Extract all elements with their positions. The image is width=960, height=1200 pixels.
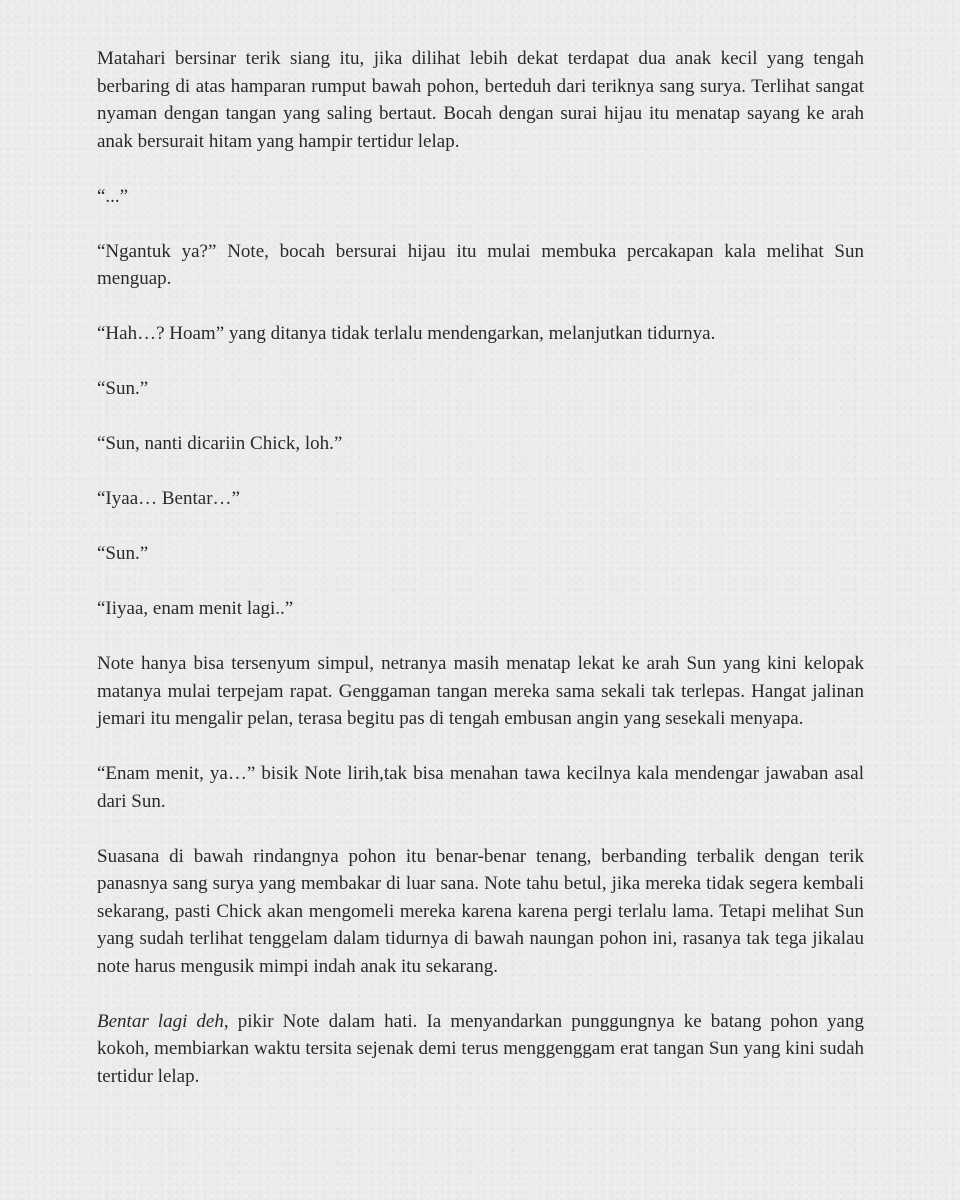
paragraph-sun-dialogue-1: “Sun.” [97, 378, 149, 399]
paragraph-closing [97, 1008, 864, 1091]
story-text-body [97, 45, 864, 1118]
paragraph-opening: Matahari bersinar terik siang itu, jika dilihat lebih dekat terdapat dua anak kecil yang tengah berbaring di atas hamparan rumput bawah pohon, berteduh dari teriknya sang surya. Terlihat sangat nyaman dengan tangan yang saling bertaut. Bocah dengan surai hijau itu menatap sayang ke arah anak bersurait hitam yang hampir tertidur lelap. [97, 48, 864, 152]
paragraph-iyaa-dialogue: “Iyaa… Bentar…” [97, 488, 240, 509]
paragraph-chick-dialogue: “Sun, nanti dicariin Chick, loh.” [97, 433, 343, 454]
paragraph-ngantuk-dialogue: “Ngantuk ya?” Note, bocah bersurai hijau itu mulai membuka percakapan kala melihat Sun menguap. [97, 240, 864, 289]
paragraph-hah-dialogue: “Hah…? Hoam” yang ditanya tidak terlalu mendengarkan, melanjutkan tidurnya. [97, 323, 716, 344]
italic-thought: Bentar lagi deh [97, 1010, 224, 1032]
paragraph-note-smile: Note hanya bisa tersenyum simpul, netranya masih menatap lekat ke arah Sun yang kini kelopak matanya mulai terpejam rapat. Genggaman tangan mereka sama sekali tak terlepas. Hangat jalinan jemari itu mengalir pelan, terasa begitu pas di tengah embusan angin yang sesekali menyapa. [97, 653, 864, 729]
paragraph-shade-calm: Suasana di bawah rindangnya pohon itu benar-benar tenang, berbanding terbalik dengan terik panasnya sang surya yang membakar di luar sana. Note tahu betul, jika mereka tidak segera kembali sekarang, pasti Chick akan mengomeli mereka karena karena pergi terlalu lama. Tetapi melihat Sun yang sudah terlihat tenggelam dalam tidurnya di bawah naungan pohon ini, rasanya tak tega jikalau note harus mengusik mimpi indah anak itu sekarang. [97, 845, 864, 977]
paragraph-sun-dialogue-2: “Sun.” [97, 543, 149, 564]
paragraph-enam-menit-dialogue: “Iiyaa, enam menit lagi..” [97, 598, 294, 619]
paragraph-ellipsis-dialogue: “...” [97, 185, 129, 207]
closing-text: , pikir Note dalam hati. Ia menyandarkan punggungnya ke batang pohon yang kokoh, membiarkan waktu tersita sejenak demi terus menggenggam erat tangan Sun yang kini sudah tertidur lelap. [97, 1010, 864, 1087]
paragraph-whisper: “Enam menit, ya…” bisik Note lirih,tak bisa menahan tawa kecilnya kala mendengar jawaban asal dari Sun. [97, 763, 864, 812]
